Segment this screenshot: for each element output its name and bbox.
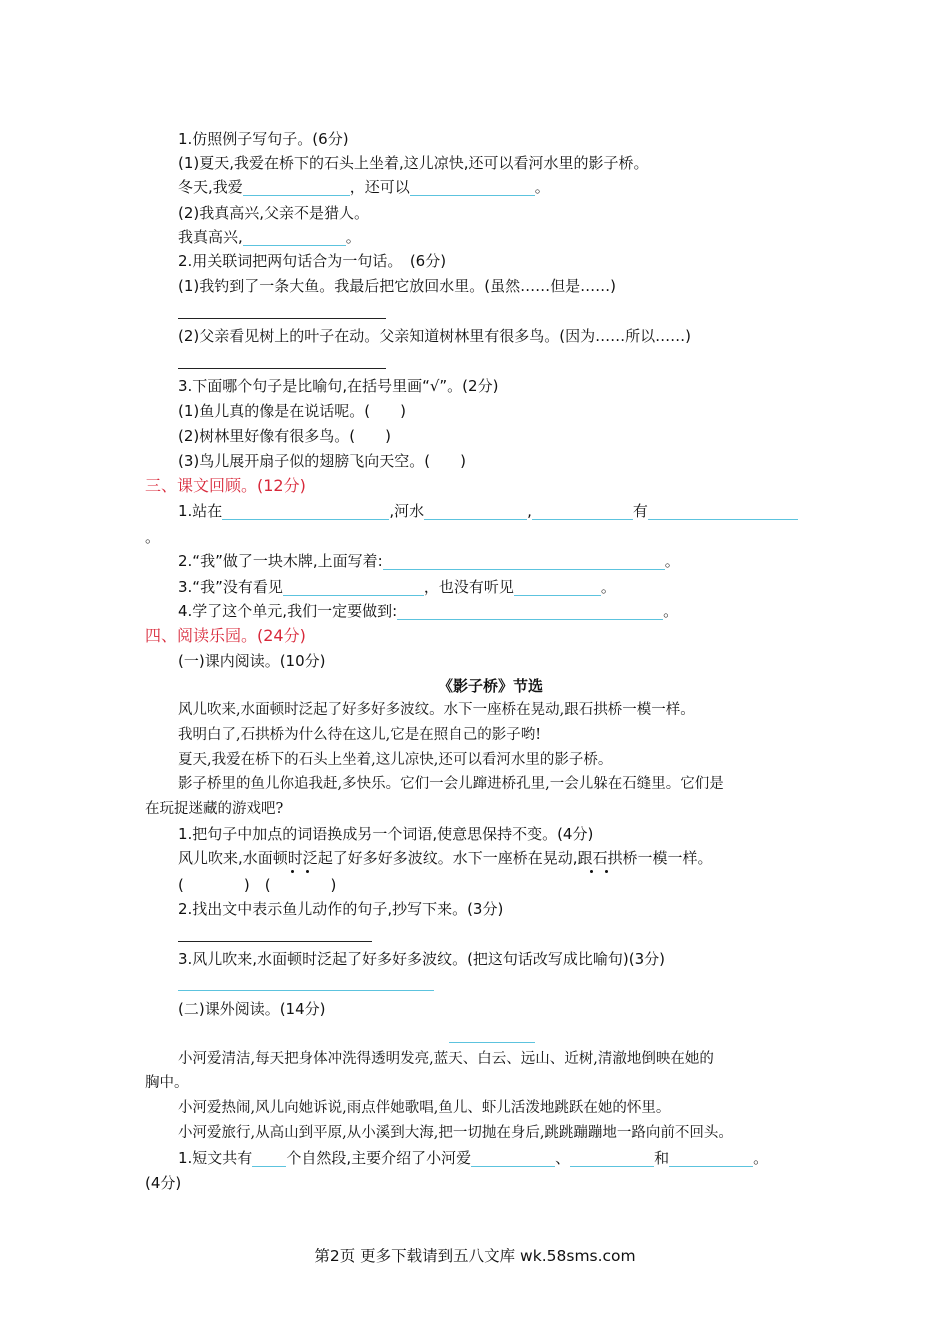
extra-q1-blank-2[interactable] [471, 1150, 555, 1167]
passage-paragraph-2: 我明白了,石拱桥为什么待在这儿,它是在照自己的影子哟! [178, 727, 542, 743]
sec3-q4-prefix: 4.学了这个单元,我们一定要做到: [178, 602, 398, 620]
emphasis-dot [291, 870, 294, 873]
sec3-q2-prefix: 2.“我”做了一块木牌,上面写着: [178, 552, 383, 570]
extra-q1-prefix: 1.短文共有 [178, 1149, 253, 1167]
reading-q3-answer-line[interactable] [178, 990, 434, 991]
q1-answer-line-1 [178, 176, 550, 198]
sec3-q2-blank[interactable] [383, 553, 665, 570]
q1-answer-2-end: 。 [345, 228, 361, 246]
section-4-heading: 四、阅读乐园。(24分) [145, 626, 306, 645]
emphasis-dot [306, 870, 309, 873]
q1-blank-2[interactable] [410, 179, 535, 196]
reading-q2-answer-line[interactable] [178, 941, 372, 942]
extra-q1-end: 。 [753, 1149, 769, 1167]
passage-paragraph-3: 夏天,我爱在桥下的石头上坐着,这儿凉快,还可以看河水里的影子桥。 [178, 752, 613, 768]
sec3-q1-comma: , [527, 502, 532, 520]
reading-q1-sentence: 风儿吹来,水面顿时泛起了好多好多波纹。水下一座桥在晃动,跟石拱桥一模一样。 [178, 849, 713, 867]
sec3-q1-prefix: 1.站在 [178, 502, 223, 520]
sec3-q1-end: 。 [145, 528, 161, 546]
extra-q1-blank-4[interactable] [669, 1150, 753, 1167]
q1-answer-2-prefix: 我真高兴, [178, 228, 243, 246]
emphasis-dot [605, 870, 608, 873]
extra-paragraph-3: 小河爱旅行,从高山到平原,从小溪到大海,把一切抛在身后,跳跳蹦蹦地一路向前不回头。 [178, 1125, 733, 1141]
sec3-q1-blank-4[interactable] [648, 503, 798, 520]
passage-title: 《影子桥》节选 [438, 677, 544, 695]
extra-passage-title-blank[interactable] [449, 1042, 535, 1043]
passage-paragraph-1: 风儿吹来,水面顿时泛起了好多好多波纹。水下一座桥在晃动,跟石拱桥一模一样。 [178, 702, 695, 718]
sec3-q4-blank[interactable] [397, 603, 663, 620]
extra-q1-score: (4分) [145, 1174, 182, 1192]
q1-blank-3[interactable] [243, 229, 346, 246]
q3-title: 3.下面哪个句子是比喻句,在括号里画“√”。(2分) [178, 377, 499, 395]
q1-answer-1-end: 。 [534, 178, 550, 196]
sec3-q1-line [178, 500, 798, 522]
sec3-q1-river: ,河水 [389, 502, 425, 520]
extra-q1-line [178, 1147, 768, 1169]
page-footer: 第2页 更多下载请到五八文库 wk.58sms.com [314, 1247, 636, 1265]
q2-answer-line-1[interactable] [178, 318, 386, 319]
sec3-q4-line [178, 600, 678, 622]
sec3-q3-middle: ，也没有听见 [423, 578, 514, 596]
q1-blank-1[interactable] [243, 179, 350, 196]
passage-paragraph-4b: 在玩捉迷藏的游戏吧? [145, 801, 284, 817]
q2-sentence-1: (1)我钓到了一条大鱼。我最后把它放回水里。(虽然……但是……) [178, 277, 616, 295]
extra-q1-and: 和 [654, 1149, 670, 1167]
q3-option-2[interactable]: (2)树林里好像有很多鸟。( ) [178, 427, 391, 445]
q1-answer-1-middle: ，还可以 [349, 178, 410, 196]
extra-paragraph-2: 小河爱热闹,风儿向她诉说,雨点伴她歌唱,鱼儿、虾儿活泼地跳跃在她的怀里。 [178, 1100, 671, 1116]
extra-paragraph-1b: 胸中。 [145, 1075, 189, 1091]
q1-example-1: (1)夏天,我爱在桥下的石头上坐着,这儿凉快,还可以看河水里的影子桥。 [178, 154, 649, 172]
sec3-q1-blank-1[interactable] [222, 503, 389, 520]
q2-sentence-2: (2)父亲看见树上的叶子在动。父亲知道树林里有很多鸟。(因为……所以……) [178, 327, 691, 345]
section-3-heading: 三、课文回顾。(12分) [145, 476, 306, 495]
sec3-q2-end: 。 [664, 552, 680, 570]
sec3-q3-blank-2[interactable] [514, 579, 601, 596]
reading-q1: 1.把句子中加点的词语换成另一个词语,使意思保持不变。(4分) [178, 825, 594, 843]
sec3-q1-blank-3[interactable] [532, 503, 633, 520]
sec3-q1-blank-2[interactable] [424, 503, 527, 520]
q3-option-1[interactable]: (1)鱼儿真的像是在说话呢。( ) [178, 402, 406, 420]
q3-option-3[interactable]: (3)鸟儿展开扇子似的翅膀飞向天空。( ) [178, 452, 466, 470]
reading-q3: 3.风儿吹来,水面顿时泛起了好多好多波纹。(把这句话改写成比喻句)(3分) [178, 950, 666, 968]
reading-q1-answer-brackets[interactable]: ( ) ( ) [178, 876, 337, 894]
sec3-q1-have: 有 [632, 502, 648, 520]
q1-title: 1.仿照例子写句子。(6分) [178, 130, 349, 148]
sec3-q3-line [178, 576, 616, 598]
extra-paragraph-1a: 小河爱清洁,每天把身体冲洗得透明发亮,蓝天、白云、远山、近树,清澈地倒映在她的 [178, 1051, 714, 1067]
sec3-q3-end: 。 [600, 578, 616, 596]
sec3-q4-end: 。 [663, 602, 679, 620]
part-1-heading: (一)课内阅读。(10分) [178, 652, 326, 670]
q2-answer-line-2[interactable] [178, 368, 386, 369]
extra-q1-blank-1[interactable] [252, 1150, 286, 1167]
extra-q1-blank-3[interactable] [570, 1150, 654, 1167]
q1-answer-1-prefix: 冬天,我爱 [178, 178, 243, 196]
emphasis-dot [590, 870, 593, 873]
sec3-q2-line [178, 550, 680, 572]
q2-title: 2.用关联词把两句话合为一句话。 (6分) [178, 252, 447, 270]
q1-answer-line-2 [178, 226, 361, 248]
sec3-q3-blank-1[interactable] [283, 579, 424, 596]
extra-q1-middle: 个自然段,主要介绍了小河爱 [286, 1149, 472, 1167]
part-2-heading: (二)课外阅读。(14分) [178, 1000, 326, 1018]
reading-q2: 2.找出文中表示鱼儿动作的句子,抄写下来。(3分) [178, 900, 504, 918]
q1-example-2: (2)我真高兴,父亲不是猎人。 [178, 204, 370, 222]
extra-q1-comma: 、 [555, 1149, 571, 1167]
passage-paragraph-4a: 影子桥里的鱼儿你追我赶,多快乐。它们一会儿蹿进桥孔里,一会儿躲在石缝里。它们是 [178, 776, 724, 792]
sec3-q3-prefix: 3.“我”没有看见 [178, 578, 283, 596]
